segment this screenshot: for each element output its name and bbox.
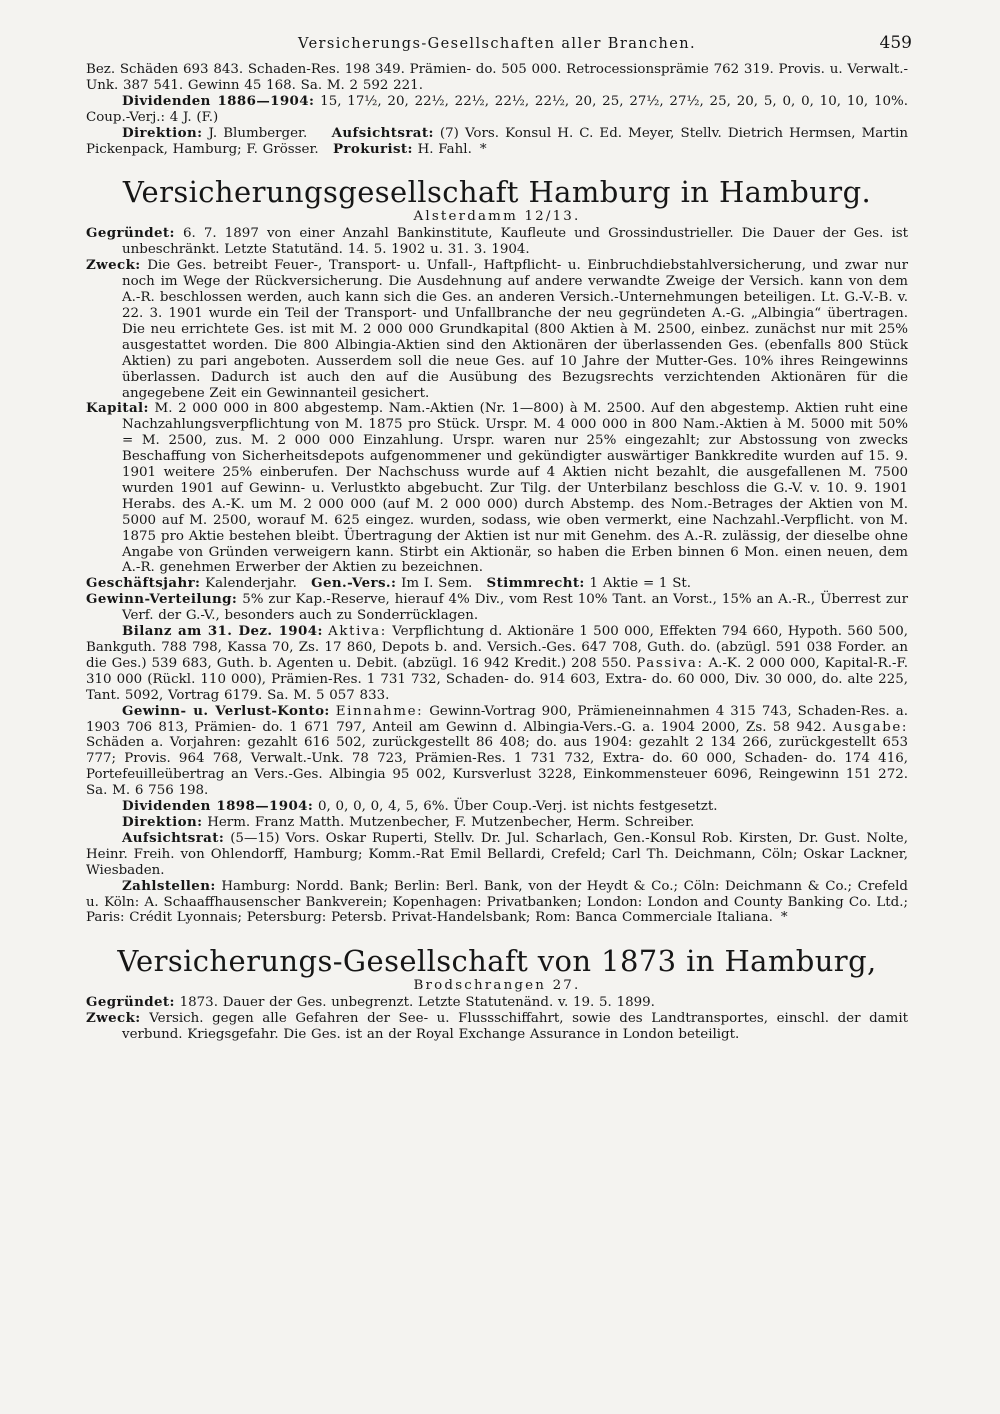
entry1-income-label: Einnahme: (335, 703, 424, 719)
entry1-fiscal (86, 576, 908, 592)
entry1-direction (86, 815, 908, 831)
entry1-dir-label: Direktion: (122, 813, 203, 830)
entry1-div-text: 0, 0, 0, 0, 4, 5, 6%. Über Coup.-Verj. ist nichts festgesetzt. (318, 799, 718, 815)
entry1-board-label: Aufsichtsrat: (122, 829, 225, 846)
entry1-founded (86, 226, 908, 258)
entry1-address: Alsterdamm 12/13. (413, 209, 581, 225)
entry1-pay-label: Zahlstellen: (122, 877, 216, 894)
entry2-founded-label: Gegründet: (86, 994, 175, 1011)
entry1-liab-text: A.-K. 2 000 000, Kapital-R.-F. 310 000 (Rückl. 110 000), Prämien-Res. 1 731 732, Schaden- do. 914 603, Extra- do. 60 000, Div. 30 000, do. alte 225, Tant. 5092, Vortrag 6179. Sa. M. 5 057 833. (86, 655, 908, 703)
entry1-vote-text: 1 Aktie = 1 St. (589, 576, 692, 592)
entry1-dir-text: Herm. Franz Matth. Mutzenbecher, F. Mutzenbecher, Herm. Schreiber. (207, 814, 695, 830)
entry1-dividends (86, 799, 908, 815)
entry1-board (86, 831, 908, 879)
entry1-capital-label: Kapital: (86, 400, 149, 417)
entry2-title: Versicherungs-Gesellschaft von 1873 in Hamburg, (117, 944, 877, 979)
entry2-address: Brodschrangen 27. (413, 978, 581, 994)
entry1-purpose-text: Die Ges. betreibt Feuer-, Transport- u. Unfall-, Haftpflicht- u. Einbruchdiebstahlversicherung, und zwar nur noch im Wege der Rückversicherung. Die Ausdehnung auf andere verwandte Zweige der Versich. kann von dem A.-R. beschlossen werden, auch kann sich die Ges. an anderen Versich.-Unternehmungen beteiligen. Lt. G.-V.-B. v. 22. 3. 1901 wurde ein Teil der Transport- und Unfallbranche der neu gegründeten A.-G. „Albingia“ übertragen. Die neu errichtete Ges. ist mit M. 2 000 000 Grundkapital (800 Aktien à M. 2500, einbez. zunächst nur mit 25% ausgestattet worden. Die 800 Albingia-Aktien sind den Aktionären der überlassenden Ges. (ebenfalls 800 Stück Aktien) zu pari angeboten. Ausserdem soll die neue Ges. auf 10 Jahre der Mutter-Ges. 10% ihres Reingewinns überlassen. Dadurch ist auch den auf die Ausübung des Bezugsrechts verzichtenden Aktionären für die angegebene Zeit ein Gewinnanteil gesichert. (122, 258, 908, 401)
entry1-purpose-label: Zweck: (86, 257, 141, 274)
entry1-div-label: Dividenden 1898—1904: (122, 798, 314, 815)
prev-board-text: (7) Vors. Konsul H. C. Ed. Meyer, Stellv. Dietrich Hermsen, Martin Pickenpack, Hamburg; F. Grösser. (86, 125, 908, 157)
entry1-profit-label: Gewinn-Verteilung: (86, 591, 238, 608)
prev-direction-text: J. Blumberger. (208, 125, 308, 141)
prev-board-label: Aufsichtsrat: (331, 124, 434, 141)
entry1-founded-label: Gegründet: (86, 225, 175, 242)
entry1-fy-label: Geschäftsjahr: (86, 575, 201, 592)
entry1-end-star: * (780, 910, 788, 926)
entry1-pay-text: Hamburg: Nordd. Bank; Berlin: Berl. Bank, von der Heydt & Co.; Cöln: Deichmann & Co.; Crefeld u. Köln: A. Schaaffhausenscher Bankverein; Kopenhagen: Privatbanken; London: London and County Banking Co. Ltd.; Paris: Crédit Lyonnais; Petersburg: Petersb. Privat-Handelsbank; Rom: Banca Commerciale Italiana. (86, 878, 908, 926)
prev-dividends-text: 15, 17½, 20, 22½, 22½, 22½, 22½, 20, 25, 27½, 27½, 25, 20, 5, 0, 0, 10, 10, 10%. Coup.-Verj.: 4 J. (F.) (86, 93, 908, 125)
prev-dividends-label: Dividenden 1886—1904: (122, 92, 315, 109)
entry2-purpose-label: Zweck: (86, 1010, 141, 1027)
page (86, 33, 912, 1043)
entry1-board-text: (5—15) Vors. Oskar Ruperti, Stellv. Dr. Jul. Scharlach, Gen.-Konsul Rob. Kirsten, Dr. Gust. Nolte, Heinr. Freih. von Ohlendorff, Hamburg; Komm.-Rat Emil Bellardi, Crefeld; Carl Th. Deichmann, Cöln; Oskar Lackner, Wiesbaden. (86, 830, 908, 878)
page-number: 459 (879, 33, 912, 53)
prev-end-star: * (479, 141, 487, 157)
entry1-assets-label: Aktiva: (328, 624, 387, 640)
entry2-founded-text: 1873. Dauer der Ges. unbegrenzt. Letzte Statutenänd. v. 19. 5. 1899. (179, 995, 655, 1011)
entry1-pl (86, 704, 908, 799)
entry1-liab-label: Passiva: (636, 655, 704, 671)
prev-entry-dividends (86, 94, 908, 126)
entry1-exp-label: Ausgabe: (832, 719, 908, 735)
entry1-purpose (86, 258, 908, 401)
prev-entry-management (86, 126, 908, 158)
running-head (86, 33, 912, 62)
entry1-fy-text: Kalenderjahr. (205, 576, 297, 592)
entry1-capital-text: M. 2 000 000 in 800 abgestemp. Nam.-Aktien (Nr. 1—800) à M. 2500. Auf den abgestemp. Aktien ruht eine Nachzahlungsverpflichtung von M. 1875 pro Stück. Urspr. M. 4 000 000 in 800 Nam.-Aktien à M. 5000 mit 50% = M. 2500, zus. M. 2 000 000 Einzahlung. Urspr. waren nur 25% eingezahlt; zur Abstossung von zwecks Beschaffung von Sicherheitsdepots aufgenommener und gekündigter auswärtiger Bankkredite wurden auf 15. 9. 1901 weitere 25% einberufen. Der Nachschuss wurde auf 4 Aktien nicht bezahlt, die ausgefallenen M. 7500 wurden 1901 auf Gewinn- u. Verlustkto abgebucht. Zur Tilg. der Unterbilanz beschloss die G.-V. v. 10. 9. 1901 Herabs. des A.-K. um M. 2 000 000 (auf M. 2 000 000) durch Abstemp. des Nom.-Betrages der Aktien von M. 5000 auf M. 2500, worauf M. 625 eingez. wurden, sodass, wie oben vermerkt, eine Nachzahl.-Verpflicht. von M. 1875 pro Aktie bestehen bleibt. Übertragung der Aktien ist nur mit Genehm. des A.-R. zulässig, der dieselbe ohne Angabe von Gründen verweigern kann. Stirbt ein Aktionär, so haben die Erben binnen 6 Mon. einen neuen, dem A.-R. genehmen Erwerber der Aktien zu bezeichnen. (122, 401, 908, 576)
entry1-balance-label: Bilanz am 31. Dez. 1904: (122, 623, 323, 640)
prev-direction-label: Direktion: (122, 124, 203, 141)
prev-proc-text: H. Fahl. (417, 141, 472, 157)
entry1-profit-text: 5% zur Kap.-Reserve, hierauf 4% Div., vom Rest 10% Tant. an Vorst., 15% an A.-R., Überrest zur Verf. der G.-V., besonders auch zu Sonderrücklagen. (122, 592, 908, 624)
running-head-title: Versicherungs-Gesellschaften aller Branchen. (298, 36, 696, 52)
entry1-balance (86, 624, 908, 704)
entry1-income-text: Gewinn-Vortrag 900, Prämieneinnahmen 4 315 743, Schaden-Res. a. 1903 706 813, Prämien- do. 1 671 797, Anteil am Gewinn d. Albingia-Vers.-G. a. 1904 2000, Zs. 58 942. (86, 703, 908, 735)
entry1-gm-label: Gen.-Vers.: (311, 575, 397, 592)
entry1-pl-label: Gewinn- u. Verlust-Konto: (122, 702, 330, 719)
entry1-gm-text: Im I. Sem. (401, 576, 473, 592)
entry1-paying-agents (86, 879, 908, 927)
entry1-exp-text: Schäden a. Vorjahren: gezahlt 616 502, zurückgestellt 86 408; do. aus 1904: gezahlt 2 134 266, zurückgestellt 653 777; Provis. 964 768, Verwalt.-Unk. 78 723, Prämien-Res. 1 731 732, Extra- do. 60 000, Schaden- do. 174 416, Portefeuilleübertrag an Vers.-Ges. Albingia 95 002, Kursverlust 3228, Einkommensteuer 6096, Reingewinn 151 272. Sa. M. 6 756 198. (86, 735, 908, 799)
prev-entry-claims: Bez. Schäden 693 843. Schaden-Res. 198 349. Prämien- do. 505 000. Retrocessionsprämie 762 319. Provis. u. Verwalt.-Unk. 387 541. Gewinn 45 168. Sa. M. 2 592 221. (86, 62, 908, 93)
entry1-assets-text: Verpflichtung d. Aktionäre 1 500 000, Effekten 794 660, Hypoth. 560 500, Bankguth. 788 798, Kassa 70, Zs. 17 860, Depots b. and. Versich.-Ges. 647 708, Guth. do. (abzügl. 591 038 Forder. an die Ges.) 539 683, Guth. b. Agenten u. Debit. (abzügl. 16 942 Kredit.) 208 550. (86, 624, 908, 671)
entry1-title: Versicherungsgesellschaft Hamburg in Hamburg. (122, 175, 872, 210)
entry1-profit (86, 592, 908, 624)
entry2-purpose (86, 1011, 908, 1043)
entry2-purpose-text: Versich. gegen alle Gefahren der See- u. Flussschiffahrt, sowie des Landtransportes, einschl. der damit verbund. Kriegsgefahr. Die Ges. ist an der Royal Exchange Assurance in London beteiligt. (122, 1011, 908, 1043)
entry1-vote-label: Stimmrecht: (486, 575, 585, 592)
entry1-founded-text: 6. 7. 1897 von einer Anzahl Bankinstitute, Kaufleute und Grossindustrieller. Die Dauer der Ges. ist unbeschränkt. Letzte Statutänd. 14. 5. 1902 u. 31. 3. 1904. (122, 226, 908, 258)
prev-proc-label: Prokurist: (332, 140, 413, 157)
entry2-founded (86, 995, 908, 1011)
entry1-capital (86, 401, 908, 576)
